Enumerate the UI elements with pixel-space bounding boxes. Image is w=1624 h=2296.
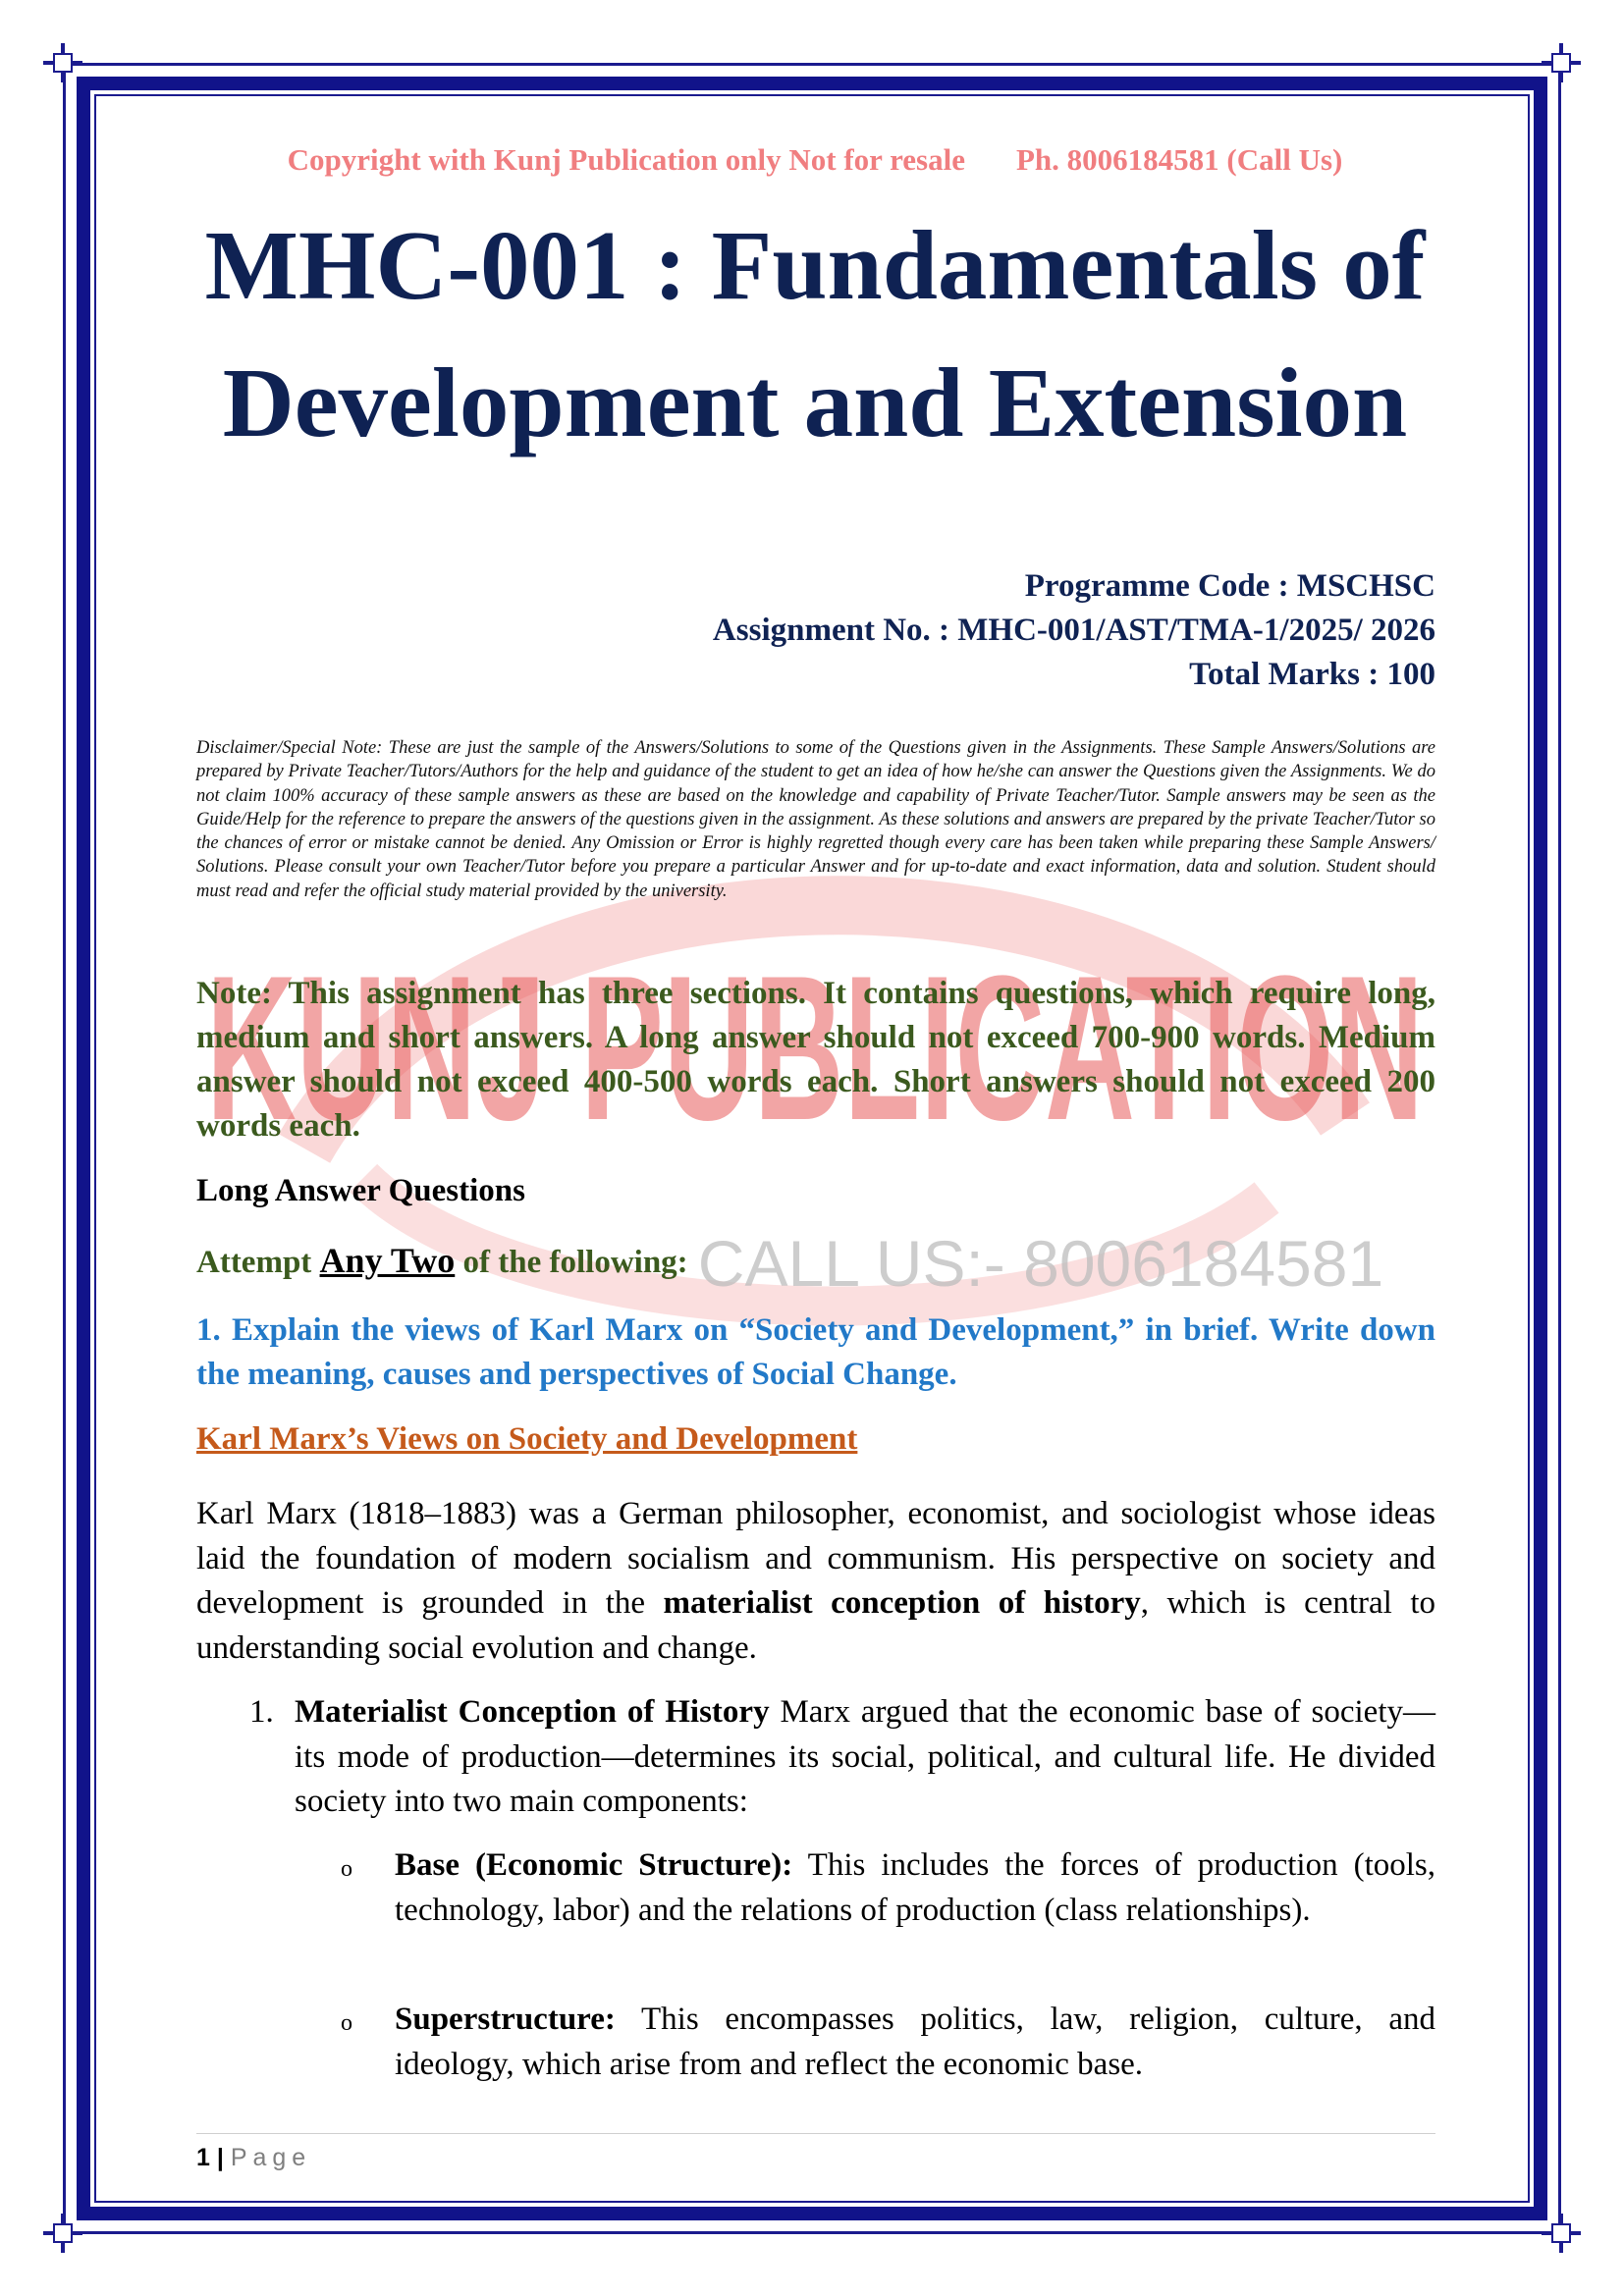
bullet-text: This includes the forces of production (tools, technology, labor) and the relations of production (class relationships). bbox=[395, 1847, 1436, 1928]
intro-paragraph bbox=[196, 1492, 1435, 1671]
bullet-item bbox=[341, 1843, 1436, 1933]
title-line-2: Development and Extension bbox=[222, 347, 1408, 457]
list-item-text: Marx argued that the economic base of society—its mode of production—determines its social, political, and cultural life. He divided society into two main components: bbox=[295, 1694, 1435, 1819]
programme-code: Programme Code : MSCHSC bbox=[1024, 568, 1435, 604]
attempt-emphasis: Any Two bbox=[319, 1241, 456, 1280]
page-separator: | bbox=[216, 2144, 224, 2171]
bullet-title: Base (Economic Structure): bbox=[395, 1847, 793, 1883]
long-answer-heading: Long Answer Questions bbox=[196, 1173, 525, 1208]
corner-ornament-bottom-left bbox=[43, 2214, 82, 2253]
phone-text: Ph. 8006184581 (Call Us) bbox=[1015, 142, 1343, 177]
attempt-suffix: of the following: bbox=[462, 1245, 688, 1280]
assignment-note: Note: This assignment has three sections. It contains questions, which require long, medium and short answers. A long answer should not exceed 700-900 words. Medium answer should not exceed 400-500 words each. Short answers should not exceed 200 words each. bbox=[196, 976, 1435, 1144]
document-title bbox=[196, 196, 1434, 471]
bullet-mark: o bbox=[341, 1856, 352, 1882]
intro-bold: materialist conception of history bbox=[663, 1585, 1141, 1621]
bullet-text: This encompasses politics, law, religion, culture, and ideology, which arise from and reflect the economic base. bbox=[395, 2002, 1435, 2082]
disclaimer: Disclaimer/Special Note: These are just the sample of the Answers/Solutions to some of the Questions given in the Assignments. These Sample Answers/Solutions are prepared by Private Teacher/Tutors/Authors for the help and guidance of the student to get an idea of how he/she can answer the Questions given the Assignments. We do not claim 100% accuracy of these sample answers as these are based on the knowledge and capability of Private Teacher/Tutor. Sample answers may be seen as the Guide/Help for the reference to prepare the answers of the questions given in the assignment. As these solutions and answers are prepared by the private Teacher/Tutor so the chances of error or mistake cannot be denied. Any Omission or Error is highly regretted though every care has been taken while preparing these Sample Answers/ Solutions. Please consult your own Teacher/Tutor before you prepare a particular Answer and for up-to-date and exact information, data and solution. Student should must read and refer the official study material provided by the university. bbox=[196, 738, 1435, 901]
footer-divider bbox=[196, 2133, 1435, 2134]
bullet-item bbox=[341, 1998, 1435, 2087]
list-item-title: Materialist Conception of History bbox=[295, 1694, 770, 1730]
copyright-text: Copyright with Kunj Publication only Not for resale bbox=[287, 142, 965, 177]
section-heading: Karl Marx’s Views on Society and Development bbox=[196, 1421, 858, 1457]
list-item-number: 1. bbox=[249, 1694, 274, 1730]
intro-before: Karl Marx (1818–1883) was a German philosopher, economist, and sociologist whose ideas laid the foundation of modern socialism and communism. His perspective on society and development is grounded in the bbox=[196, 1496, 1435, 1621]
corner-ornament-top-left bbox=[43, 43, 82, 82]
total-marks: Total Marks : 100 bbox=[1189, 657, 1435, 692]
assignment-meta bbox=[196, 564, 1435, 697]
page-label: Page bbox=[230, 2144, 312, 2171]
copyright-header bbox=[196, 142, 1434, 178]
bullet-title: Superstructure: bbox=[395, 2002, 616, 2037]
bullet-mark: o bbox=[341, 2010, 352, 2036]
attempt-instruction bbox=[196, 1240, 688, 1281]
corner-ornament-top-right bbox=[1542, 43, 1581, 82]
page-footer bbox=[196, 2144, 311, 2172]
intro-after: , which is central to understanding social evolution and change. bbox=[196, 1585, 1435, 1666]
list-item bbox=[249, 1690, 1435, 1825]
page-number: 1 bbox=[196, 2144, 210, 2171]
assignment-number: Assignment No. : MHC-001/AST/TMA-1/2025/ 2026 bbox=[712, 613, 1435, 648]
title-line-1: MHC-001 : Fundamentals of bbox=[204, 210, 1426, 320]
question-1: 1. Explain the views of Karl Marx on “Society and Development,” in brief. Write down the meaning, causes and perspectives of Social Change. bbox=[196, 1312, 1435, 1392]
corner-ornament-bottom-right bbox=[1542, 2214, 1581, 2253]
attempt-prefix: Attempt bbox=[196, 1245, 312, 1280]
watermark-call: CALL US:- 8006184581 bbox=[697, 1227, 1384, 1300]
watermark-brand: KUNJ PUBLICATION bbox=[206, 933, 1424, 1163]
